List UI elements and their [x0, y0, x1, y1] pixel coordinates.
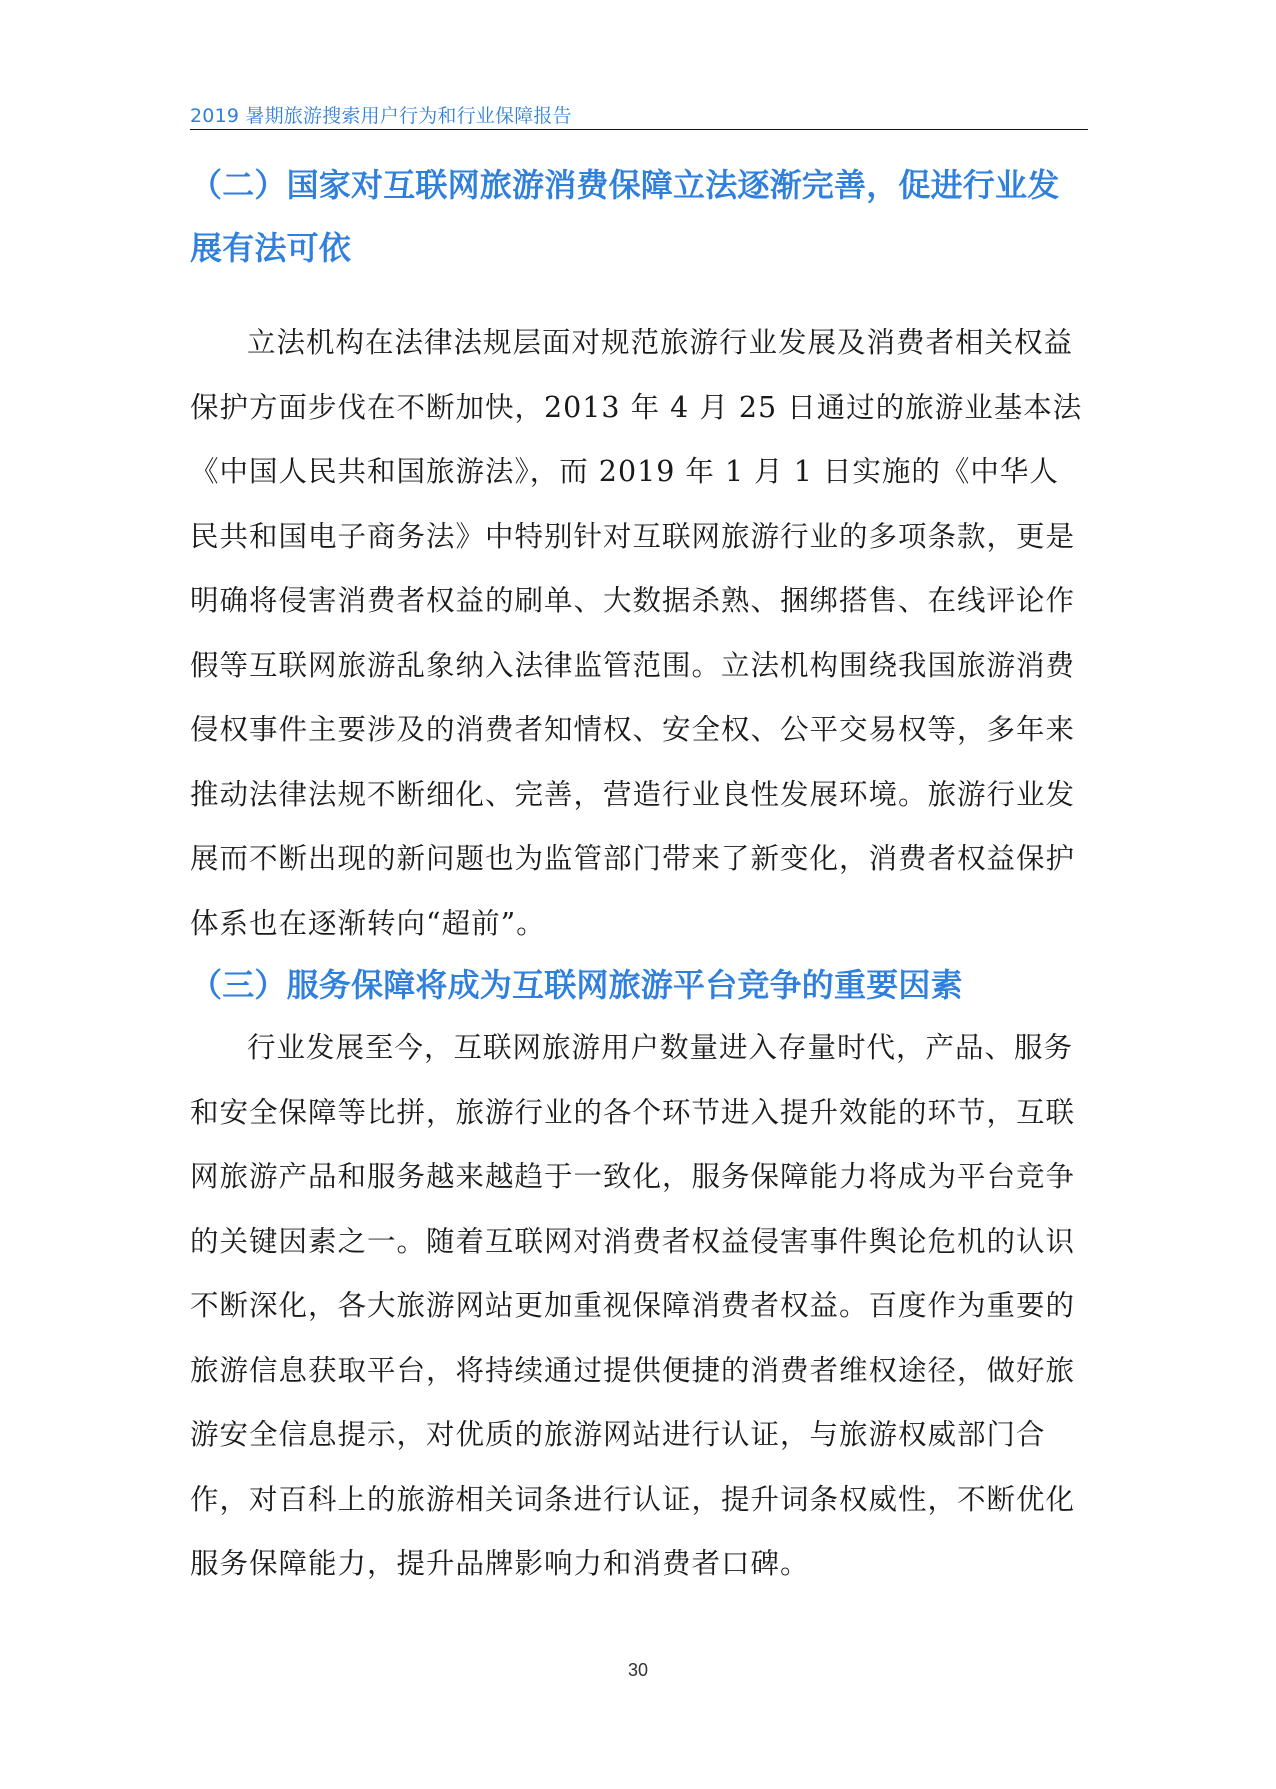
- section-3-paragraph: 行业发展至今，互联网旅游用户数量进入存量时代，产品、服务和安全保障等比拼，旅游行业的各个环节进入提升效能的环节，互联网旅游产品和服务越来越趋于一致化，服务保障能力将成为平台竞争的关键因素之一。随着互联网对消费者权益侵害事件舆论危机的认识不断深化，各大旅游网站更加重视保障消费者权益。百度作为重要的旅游信息获取平台，将持续通过提供便捷的消费者维权途径，做好旅游安全信息提示，对优质的旅游网站进行认证，与旅游权威部门合作，对百科上的旅游相关词条进行认证，提升词条权威性，不断优化服务保障能力，提升品牌影响力和消费者口碑。: [190, 1031, 1076, 1580]
- section-2-paragraph: 立法机构在法律法规层面对规范旅游行业发展及消费者相关权益保护方面步伐在不断加快，2013 年 4 月 25 日通过的旅游业基本法《中国人民共和国旅游法》，而 2019 年 1 月 1 日实施的《中华人民共和国电子商务法》中特别针对互联网旅游行业的多项条款，更是明确将侵害消费者权益的刷单、大数据杀熟、捆绑搭售、在线评论作假等互联网旅游乱象纳入法律监管范围。立法机构围绕我国旅游消费侵权事件主要涉及的消费者知情权、安全权、公平交易权等，多年来推动法律法规不断细化、完善，营造行业良性发展环境。旅游行业发展而不断出现的新问题也为监管部门带来了新变化，消费者权益保护体系也在逐渐转向“超前”。: [190, 326, 1083, 940]
- header-divider: [190, 129, 1088, 130]
- running-header: 2019 暑期旅游搜索用户行为和行业保障报告: [190, 105, 572, 127]
- section-heading-2: （二）国家对互联网旅游消费保障立法逐渐完善，促进行业发展有法可依: [190, 166, 1060, 267]
- section-heading-3: （三）服务保障将成为互联网旅游平台竞争的重要因素: [190, 966, 963, 1004]
- page-number: 30: [627, 1660, 649, 1680]
